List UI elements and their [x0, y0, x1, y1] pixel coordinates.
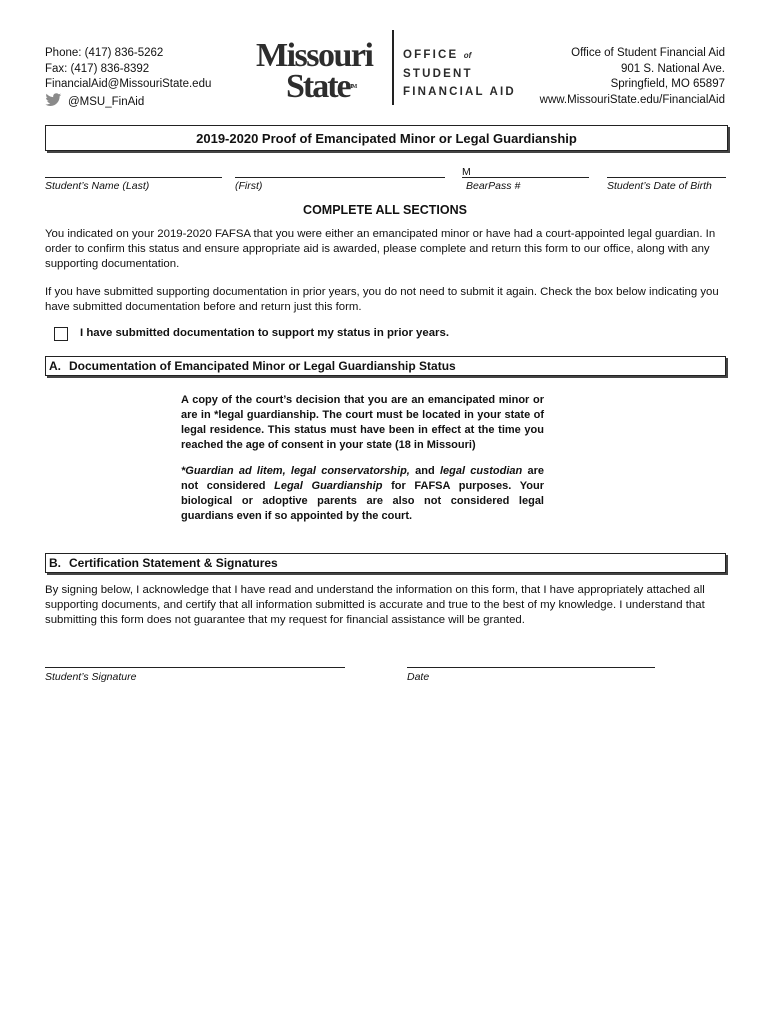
- section-b-header: [45, 553, 726, 573]
- student-signature-field[interactable]: [45, 667, 345, 683]
- section-a-para2: *Guardian ad litem, legal conservatorship, and legal custodian are not considered Legal Guardianship for FAFSA purposes. Your biological or adoptive parents are also not considered legal guardians even if so appointed by the court.: [181, 465, 545, 522]
- complete-heading: COMPLETE ALL SECTIONS: [303, 203, 467, 217]
- missouri-state-logo: [256, 37, 396, 105]
- section-b-title: Certification Statement & Signatures: [69, 556, 278, 570]
- dob-field[interactable]: [607, 177, 726, 192]
- twitter-text: @MSU_FinAid: [68, 95, 145, 108]
- last-name-field[interactable]: [45, 177, 222, 192]
- dob-label: Student’s Date of Birth: [607, 180, 712, 192]
- office-line1: OFFICE: [403, 49, 459, 61]
- section-b-paragraph: By signing below, I acknowledge that I have read and understand the information on this form, that I have appropriately attached all supporting documents, and certify that all information submitted is accurate and true to the best of my knowledge. I understand that submitting this form does not guarantee that my request for financial assistance will be granted.: [45, 584, 705, 627]
- bearpass-field[interactable]: [462, 177, 589, 192]
- office-line2: STUDENT: [403, 68, 473, 80]
- office-wordmark: [403, 46, 516, 101]
- student-signature-label: Student’s Signature: [45, 671, 137, 683]
- logo-line1: Missouri: [256, 37, 373, 74]
- address-block: [540, 46, 725, 108]
- office-of: of: [463, 51, 472, 60]
- intro-paragraph: You indicated on your 2019-2020 FAFSA that you were either an emancipated minor or have had a court-appointed legal guardian. In order to confirm this status and ensure appropriate aid is awarded, please complete and return this form to our office, along with any supporting documentation.: [45, 228, 716, 271]
- logo-divider: [392, 30, 394, 105]
- fax: Fax: (417) 836-8392: [45, 62, 150, 75]
- phone: Phone: (417) 836-5262: [45, 47, 164, 59]
- section-a-header: [45, 356, 726, 376]
- address-line1: Office of Student Financial Aid: [571, 47, 725, 59]
- prior-paragraph: If you have submitted supporting documentation in prior years, you do not need to submit it again. Check the box below indicating you have submitted documentation before and return just this form.: [45, 286, 719, 314]
- section-a-letter: A.: [49, 359, 61, 373]
- prior-docs-checkbox[interactable]: [54, 327, 68, 341]
- twitter-bird-icon: [45, 93, 62, 113]
- date-field[interactable]: [407, 667, 655, 683]
- bearpass-label: BearPass #: [466, 180, 521, 192]
- logo-line2: StateTM: [286, 68, 356, 105]
- section-a-title: Documentation of Emancipated Minor or Legal Guardianship Status: [69, 359, 456, 373]
- date-label: Date: [407, 671, 430, 683]
- bearpass-prefix: M: [462, 166, 471, 178]
- section-a-para1: A copy of the court’s decision that you are an emancipated minor or are in *legal guardianship. The court must be located in your state of legal residence. This status must have been in effect at the time you reached the age of consent in your state (18 in Missouri): [181, 394, 544, 451]
- twitter-handle[interactable]: [45, 93, 144, 113]
- last-name-label: Student’s Name (Last): [45, 180, 150, 192]
- form-title: 2019-2020 Proof of Emancipated Minor or Legal Guardianship: [45, 125, 728, 151]
- website-link[interactable]: www.MissouriState.edu/FinancialAid: [539, 93, 725, 106]
- checkbox-label: I have submitted documentation to support my status in prior years.: [80, 327, 449, 339]
- address-line2: 901 S. National Ave.: [621, 62, 725, 75]
- address-line3: Springfield, MO 65897: [610, 78, 725, 90]
- section-b-letter: B.: [49, 556, 61, 570]
- first-name-label: (First): [235, 180, 263, 192]
- contact-block: [45, 46, 211, 112]
- office-line3: FINANCIAL AID: [403, 86, 516, 98]
- email-link[interactable]: FinancialAid@MissouriState.edu: [45, 78, 212, 90]
- first-name-field[interactable]: [235, 177, 445, 192]
